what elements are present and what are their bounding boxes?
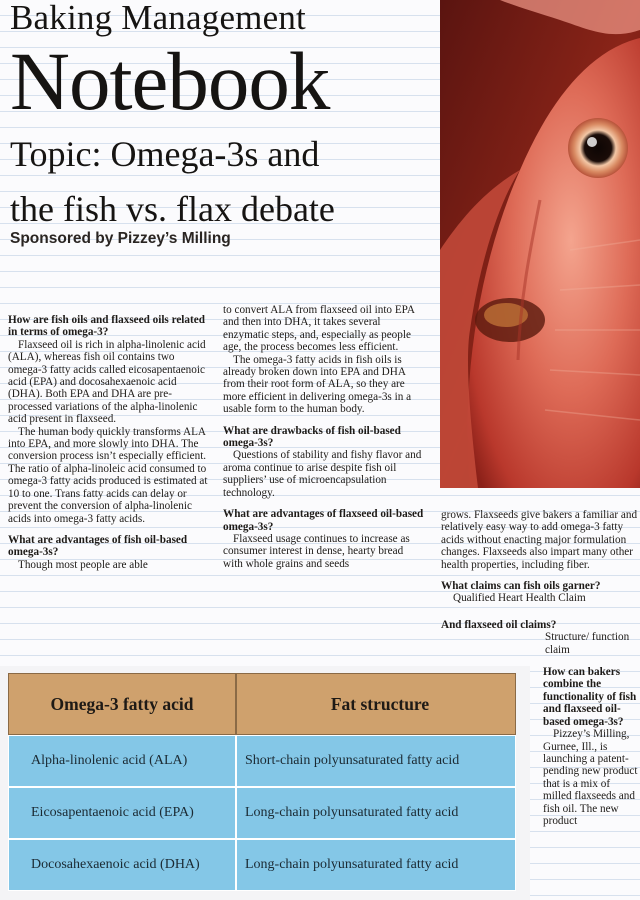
paragraph: Pizzey’s Milling, Gurnee, Ill., is launching a patent-pending new product that is a mix of milled flaxseeds and fish oil. The new product xyxy=(543,728,638,827)
table-cell: Alpha-linolenic acid (ALA) xyxy=(8,735,236,787)
question-heading: What are drawbacks of fish oil-based omega-3s? xyxy=(223,424,401,450)
question-heading: How can bakers combine the functionality of fish and flaxseed oil-based omega-3s? xyxy=(543,666,637,728)
article-column-2 xyxy=(223,304,425,570)
article-column-1 xyxy=(8,314,208,571)
column-header: Omega-3 fatty acid xyxy=(8,673,236,735)
question-heading: What are advantages of flaxseed oil-based omega-3s? xyxy=(223,508,424,533)
narrow-column xyxy=(543,666,639,827)
topic-heading-line-2: the fish vs. flax debate xyxy=(10,189,335,229)
answer-text: Structure/ function claim xyxy=(545,631,630,656)
paragraph: to convert ALA from flaxseed oil into EPA and then into DHA, it takes several enzymatic steps, and, especially as people age, the process becomes less efficient. xyxy=(223,304,415,354)
omega3-table xyxy=(8,673,516,891)
table-row xyxy=(8,735,516,787)
sponsor-line: Sponsored by Pizzey’s Milling xyxy=(10,230,231,247)
table-row xyxy=(8,839,516,891)
topic-heading-line-1: Topic: Omega-3s and xyxy=(10,134,320,174)
table-cell: Eicosapentaenoic acid (EPA) xyxy=(8,787,236,839)
omega3-table-panel xyxy=(0,666,530,900)
question-heading: How are fish oils and flaxseed oils related in terms of omega-3? xyxy=(8,314,205,339)
table-row xyxy=(8,787,516,839)
column-header: Fat structure xyxy=(236,673,516,735)
table-cell: Long-chain polyunsaturated fatty acid xyxy=(236,787,516,839)
question-heading: What claims can fish oils garner? xyxy=(441,580,601,593)
paragraph: Though most people are able xyxy=(18,558,148,571)
paragraph: The human body quickly transforms ALA into EPA, and more slowly into DHA. The conversion process isn’t especially efficient. The ratio of alpha-linoleic acid consumed to omega-3 fatty acids produced is estimated at 10 to one. Trans fatty acids can delay or prevent the conversion of alpha-linolenic acids into omega-3 fatty acids. xyxy=(8,425,208,525)
table-cell: Long-chain polyunsaturated fatty acid xyxy=(236,839,516,891)
fish-photo-icon xyxy=(440,0,640,488)
paragraph: The omega-3 fatty acids in fish oils is already broken down into EPA and DHA from their root form of ALA, so they are more efficient in delivering omega-3s in a usable form to the human body. xyxy=(223,353,412,416)
paragraph: grows. Flaxseeds give bakers a familiar and relatively easy way to add omega-3 fatty acids without enacting major formulation changes. Flaxseeds also impart many other health properties, including fiber. xyxy=(441,509,638,571)
question-heading: What are advantages of fish oil-based omega-3s? xyxy=(8,533,188,559)
table-header-row xyxy=(8,673,516,735)
paragraph: Flaxseed usage continues to increase as consumer interest in dense, hearty bread with whole grains and seeds xyxy=(223,532,410,570)
table-cell: Docosahexaenoic acid (DHA) xyxy=(8,839,236,891)
series-title: Baking Management xyxy=(10,0,306,37)
paragraph: Questions of stability and fishy flavor and aroma continue to arise despite fish oil suppliers’ use of microencapsulation technology. xyxy=(223,449,422,499)
page-title: Notebook xyxy=(10,35,330,127)
question-heading: And flaxseed oil claims? xyxy=(441,618,557,631)
paragraph: Flaxseed oil is rich in alpha-linolenic acid (ALA), whereas fish oil contains two omega-3 fatty acids called eicosapentaenoic acid (EPA) and docosahexaenoic acid (DHA). Both EPA and DHA are pre-processed variations of the alpha-linolenic acid present in flaxseed. xyxy=(8,338,206,426)
answer-text: Qualified Heart Health Claim xyxy=(453,592,586,605)
table-cell: Short-chain polyunsaturated fatty acid xyxy=(236,735,516,787)
